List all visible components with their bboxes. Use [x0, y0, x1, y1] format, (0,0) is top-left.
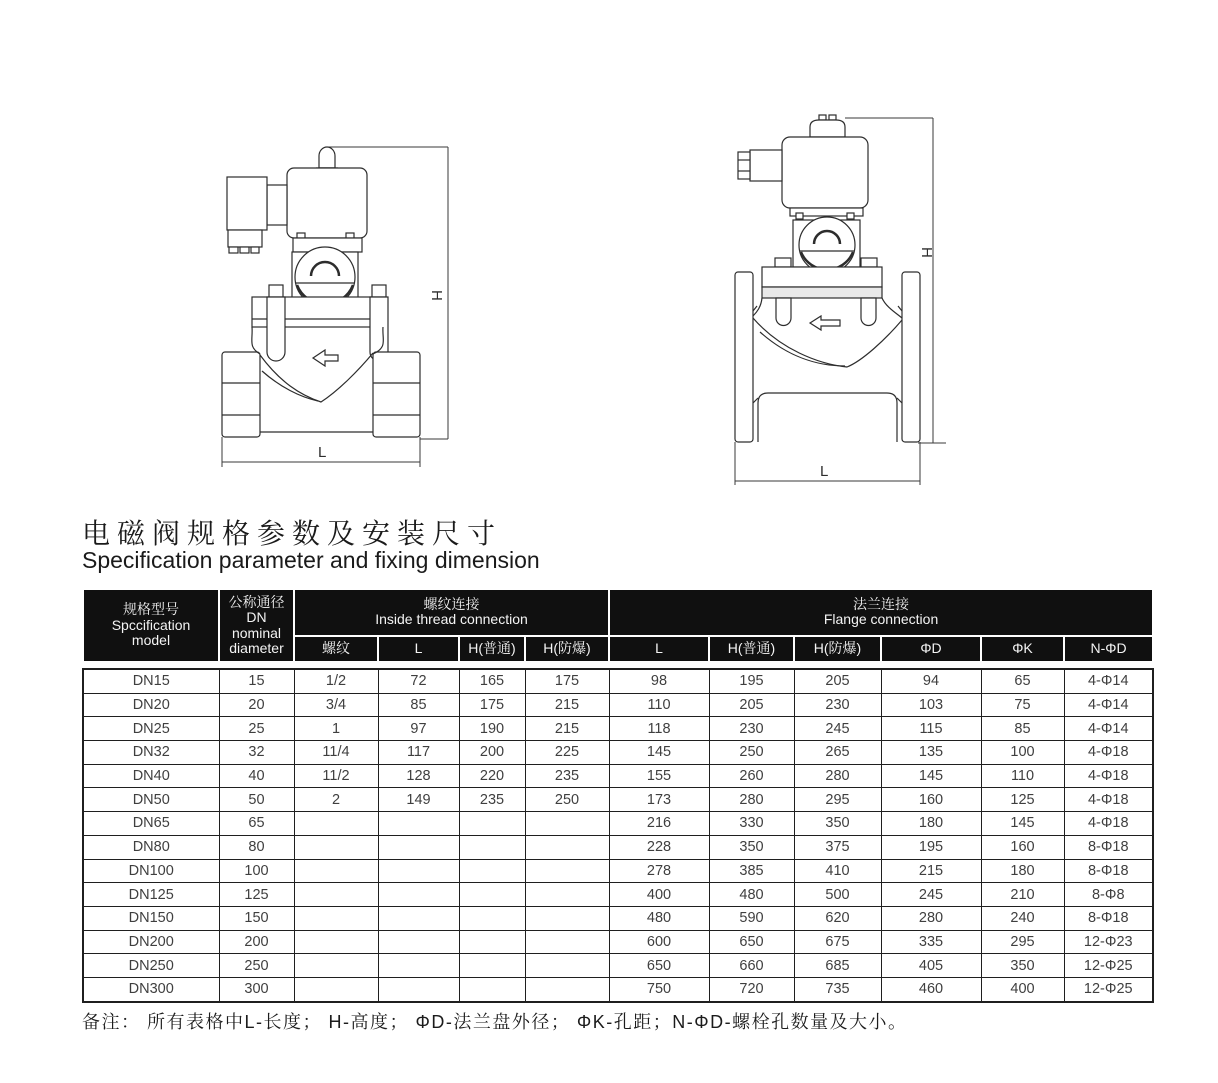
table-cell: 160	[981, 835, 1064, 859]
table-cell: 250	[525, 788, 609, 812]
table-cell: 175	[459, 693, 525, 717]
table-cell: 500	[794, 883, 881, 907]
dim-h-label: H	[918, 247, 935, 258]
subheader-thread-type: 螺纹	[294, 636, 378, 662]
table-cell: 8-Φ18	[1064, 835, 1153, 859]
table-cell: 80	[219, 835, 294, 859]
header-dn-en2: nominal	[231, 624, 282, 641]
table-cell: 250	[709, 741, 794, 765]
table-row	[83, 883, 1153, 907]
table-cell: 3/4	[294, 693, 378, 717]
coil-cap	[316, 147, 338, 168]
table-cell: 205	[709, 693, 794, 717]
dimension-l	[222, 437, 420, 467]
table-cell: 4-Φ18	[1064, 812, 1153, 836]
table-cell: 245	[794, 717, 881, 741]
table-cell	[525, 977, 609, 1001]
table-cell: 350	[981, 954, 1064, 978]
table-cell: DN200	[83, 930, 219, 954]
table-cell: 145	[981, 812, 1064, 836]
spec-table-header	[82, 588, 1154, 663]
solenoid-coil	[287, 168, 367, 238]
table-cell: 278	[609, 859, 709, 883]
table-cell	[459, 835, 525, 859]
table-cell: 155	[609, 764, 709, 788]
table-cell: 195	[709, 669, 794, 693]
table-cell: 145	[609, 741, 709, 765]
table-cell	[294, 812, 378, 836]
dim-h-label: H	[428, 290, 445, 301]
bonnet	[762, 258, 882, 326]
subheader-flange-l: L	[609, 636, 709, 662]
table-cell: 12-Φ23	[1064, 930, 1153, 954]
subheader-thread-h-normal: H(普通)	[459, 636, 525, 662]
table-cell: 220	[459, 764, 525, 788]
table-cell: 480	[609, 906, 709, 930]
table-cell: 1	[294, 717, 378, 741]
table-cell: 65	[219, 812, 294, 836]
spec-table-body	[82, 668, 1154, 1003]
table-cell: 235	[459, 788, 525, 812]
table-cell: 4-Φ14	[1064, 669, 1153, 693]
table-cell: 12-Φ25	[1064, 954, 1153, 978]
table-cell	[378, 954, 459, 978]
table-cell: 265	[794, 741, 881, 765]
table-cell: 260	[709, 764, 794, 788]
subheader-flange-nod: N-ΦD	[1064, 636, 1153, 662]
header-flange-group	[609, 589, 1153, 636]
table-cell: 335	[881, 930, 981, 954]
table-cell: 280	[881, 906, 981, 930]
table-cell: 215	[525, 717, 609, 741]
table-cell: 40	[219, 764, 294, 788]
table-cell: 100	[981, 741, 1064, 765]
table-cell: 180	[981, 859, 1064, 883]
table-cell: DN65	[83, 812, 219, 836]
table-cell: 12-Φ25	[1064, 977, 1153, 1001]
table-cell: 330	[709, 812, 794, 836]
table-cell: 215	[525, 693, 609, 717]
table-cell: 1/2	[294, 669, 378, 693]
table-cell: 228	[609, 835, 709, 859]
table-cell: 675	[794, 930, 881, 954]
table-cell: 750	[609, 977, 709, 1001]
table-cell: DN100	[83, 859, 219, 883]
table-row	[83, 954, 1153, 978]
table-row	[83, 788, 1153, 812]
header-thread-zh: 螺纹连接	[423, 595, 480, 612]
subheader-thread-l: L	[378, 636, 459, 662]
table-cell: 250	[219, 954, 294, 978]
table-cell	[378, 859, 459, 883]
table-cell: 350	[709, 835, 794, 859]
table-cell	[294, 977, 378, 1001]
table-cell: 215	[881, 859, 981, 883]
header-thread-en: Inside thread connection	[375, 611, 528, 628]
table-cell: 100	[219, 859, 294, 883]
table-cell: 20	[219, 693, 294, 717]
table-cell: 350	[794, 812, 881, 836]
table-cell: 11/4	[294, 741, 378, 765]
table-cell: 205	[794, 669, 881, 693]
table-row	[83, 835, 1153, 859]
flanged-valve-drawing	[700, 85, 950, 490]
table-cell: DN250	[83, 954, 219, 978]
threaded-valve-drawing	[180, 95, 470, 485]
table-cell: 85	[981, 717, 1064, 741]
table-cell: DN32	[83, 741, 219, 765]
solenoid-coil	[782, 137, 868, 208]
table-cell	[525, 930, 609, 954]
din-connector	[738, 150, 782, 181]
actuator-dial	[799, 217, 855, 273]
table-cell: 240	[981, 906, 1064, 930]
table-cell: 230	[794, 693, 881, 717]
table-cell: 4-Φ14	[1064, 693, 1153, 717]
header-dn-en3: diameter	[229, 640, 284, 656]
table-cell	[525, 859, 609, 883]
table-cell: 600	[609, 930, 709, 954]
table-cell: 11/2	[294, 764, 378, 788]
table-cell: DN50	[83, 788, 219, 812]
table-cell: DN150	[83, 906, 219, 930]
table-cell: 50	[219, 788, 294, 812]
table-row	[83, 930, 1153, 954]
table-cell: 400	[981, 977, 1064, 1001]
header-model-zh: 规格型号	[123, 601, 179, 618]
table-cell: 200	[219, 930, 294, 954]
table-row	[83, 764, 1153, 788]
table-cell	[294, 883, 378, 907]
header-thread-group	[294, 589, 609, 636]
header-dn-en1: DN	[246, 609, 267, 625]
table-cell: 118	[609, 717, 709, 741]
table-cell: 4-Φ18	[1064, 788, 1153, 812]
table-cell: 65	[981, 669, 1064, 693]
table-cell: 125	[219, 883, 294, 907]
table-cell: 375	[794, 835, 881, 859]
table-cell	[525, 954, 609, 978]
table-cell: 72	[378, 669, 459, 693]
table-cell	[525, 883, 609, 907]
table-cell	[459, 954, 525, 978]
header-flange-en: Flange connection	[823, 611, 939, 628]
table-cell	[294, 835, 378, 859]
table-cell: 125	[981, 788, 1064, 812]
table-cell: DN125	[83, 883, 219, 907]
table-cell: 98	[609, 669, 709, 693]
table-cell: 480	[709, 883, 794, 907]
din-connector	[227, 177, 287, 253]
table-cell: 295	[981, 930, 1064, 954]
table-cell: 400	[609, 883, 709, 907]
table-cell: 8-Φ18	[1064, 859, 1153, 883]
table-cell: 150	[219, 906, 294, 930]
table-row	[83, 693, 1153, 717]
table-row	[83, 977, 1153, 1001]
table-cell	[459, 812, 525, 836]
subheader-flange-od: ΦD	[881, 636, 981, 662]
table-cell: 85	[378, 693, 459, 717]
table-cell: 735	[794, 977, 881, 1001]
table-cell	[459, 859, 525, 883]
table-cell: 590	[709, 906, 794, 930]
flow-arrow-icon	[313, 350, 338, 366]
table-cell: 97	[378, 717, 459, 741]
subheader-flange-h-exproof: H(防爆)	[794, 636, 881, 662]
table-row	[83, 812, 1153, 836]
table-row	[83, 906, 1153, 930]
table-cell: 110	[981, 764, 1064, 788]
table-cell: 15	[219, 669, 294, 693]
header-model	[83, 589, 219, 662]
table-cell	[294, 906, 378, 930]
table-cell: 110	[609, 693, 709, 717]
table-cell	[525, 835, 609, 859]
table-cell: 149	[378, 788, 459, 812]
table-cell	[459, 930, 525, 954]
coil-cap	[810, 115, 845, 137]
table-cell: DN20	[83, 693, 219, 717]
subheader-flange-h-normal: H(普通)	[709, 636, 794, 662]
subheader-flange-ok: ΦK	[981, 636, 1064, 662]
footnote: 备注： 所有表格中L-长度； H-高度； ΦD-法兰盘外径； ΦK-孔距；N-ΦD-螺栓孔数量及大小。	[82, 1012, 908, 1032]
dim-l-label: L	[318, 444, 327, 461]
table-cell: 25	[219, 717, 294, 741]
table-cell	[378, 883, 459, 907]
table-cell: 4-Φ18	[1064, 764, 1153, 788]
table-cell: 620	[794, 906, 881, 930]
table-cell: 173	[609, 788, 709, 812]
table-cell	[378, 930, 459, 954]
table-cell: 2	[294, 788, 378, 812]
table-cell: 225	[525, 741, 609, 765]
table-cell: DN40	[83, 764, 219, 788]
header-dn	[219, 589, 294, 662]
table-cell	[294, 954, 378, 978]
table-cell: 660	[709, 954, 794, 978]
header-flange-zh: 法兰连接	[853, 595, 910, 612]
table-cell: 175	[525, 669, 609, 693]
table-cell: 235	[525, 764, 609, 788]
table-cell: 75	[981, 693, 1064, 717]
table-row	[83, 859, 1153, 883]
table-cell: 216	[609, 812, 709, 836]
table-cell: 135	[881, 741, 981, 765]
table-cell: 280	[709, 788, 794, 812]
table-cell: 295	[794, 788, 881, 812]
dim-l-label: L	[820, 463, 829, 480]
table-cell: 4-Φ18	[1064, 741, 1153, 765]
table-cell: DN25	[83, 717, 219, 741]
table-cell	[378, 977, 459, 1001]
table-cell: 190	[459, 717, 525, 741]
table-cell: 8-Φ8	[1064, 883, 1153, 907]
table-cell	[459, 977, 525, 1001]
table-cell: 405	[881, 954, 981, 978]
table-cell: 103	[881, 693, 981, 717]
table-cell	[378, 835, 459, 859]
table-cell: 230	[709, 717, 794, 741]
table-cell: 210	[981, 883, 1064, 907]
table-cell: 410	[794, 859, 881, 883]
header-dn-zh: 公称通径	[228, 593, 285, 610]
subheader-thread-h-exproof: H(防爆)	[525, 636, 609, 662]
table-cell: 180	[881, 812, 981, 836]
table-cell: 650	[609, 954, 709, 978]
table-cell: 460	[881, 977, 981, 1001]
table-cell: 280	[794, 764, 881, 788]
page-title-en: Specification parameter and fixing dimension	[82, 547, 540, 573]
valve-body	[222, 327, 420, 437]
header-model-en1: Spccification	[111, 616, 191, 633]
table-cell	[294, 859, 378, 883]
header-model-en2: model	[131, 632, 171, 649]
table-cell: 195	[881, 835, 981, 859]
table-cell: 4-Φ14	[1064, 717, 1153, 741]
table-cell: DN80	[83, 835, 219, 859]
table-cell: 245	[881, 883, 981, 907]
table-cell: 145	[881, 764, 981, 788]
table-cell: 94	[881, 669, 981, 693]
table-cell: 650	[709, 930, 794, 954]
table-cell: 685	[794, 954, 881, 978]
table-cell: 160	[881, 788, 981, 812]
table-cell	[525, 906, 609, 930]
table-cell: 720	[709, 977, 794, 1001]
table-cell: 8-Φ18	[1064, 906, 1153, 930]
flow-arrow-icon	[810, 316, 840, 330]
page-title-zh: 电磁阀规格参数及安装尺寸	[82, 518, 503, 549]
table-cell	[525, 812, 609, 836]
table-cell: DN300	[83, 977, 219, 1001]
table-row	[83, 717, 1153, 741]
spec-table-rows	[83, 669, 1153, 1002]
table-row	[83, 669, 1153, 693]
table-cell: 200	[459, 741, 525, 765]
table-cell: 385	[709, 859, 794, 883]
table-cell: 32	[219, 741, 294, 765]
table-cell: 300	[219, 977, 294, 1001]
table-cell	[294, 930, 378, 954]
table-cell: 115	[881, 717, 981, 741]
table-cell: 117	[378, 741, 459, 765]
table-cell	[378, 906, 459, 930]
table-row	[83, 741, 1153, 765]
table-cell	[459, 906, 525, 930]
dimension-l	[735, 442, 920, 485]
table-cell: 128	[378, 764, 459, 788]
table-cell: DN15	[83, 669, 219, 693]
table-cell	[459, 883, 525, 907]
table-cell: 165	[459, 669, 525, 693]
table-cell	[378, 812, 459, 836]
